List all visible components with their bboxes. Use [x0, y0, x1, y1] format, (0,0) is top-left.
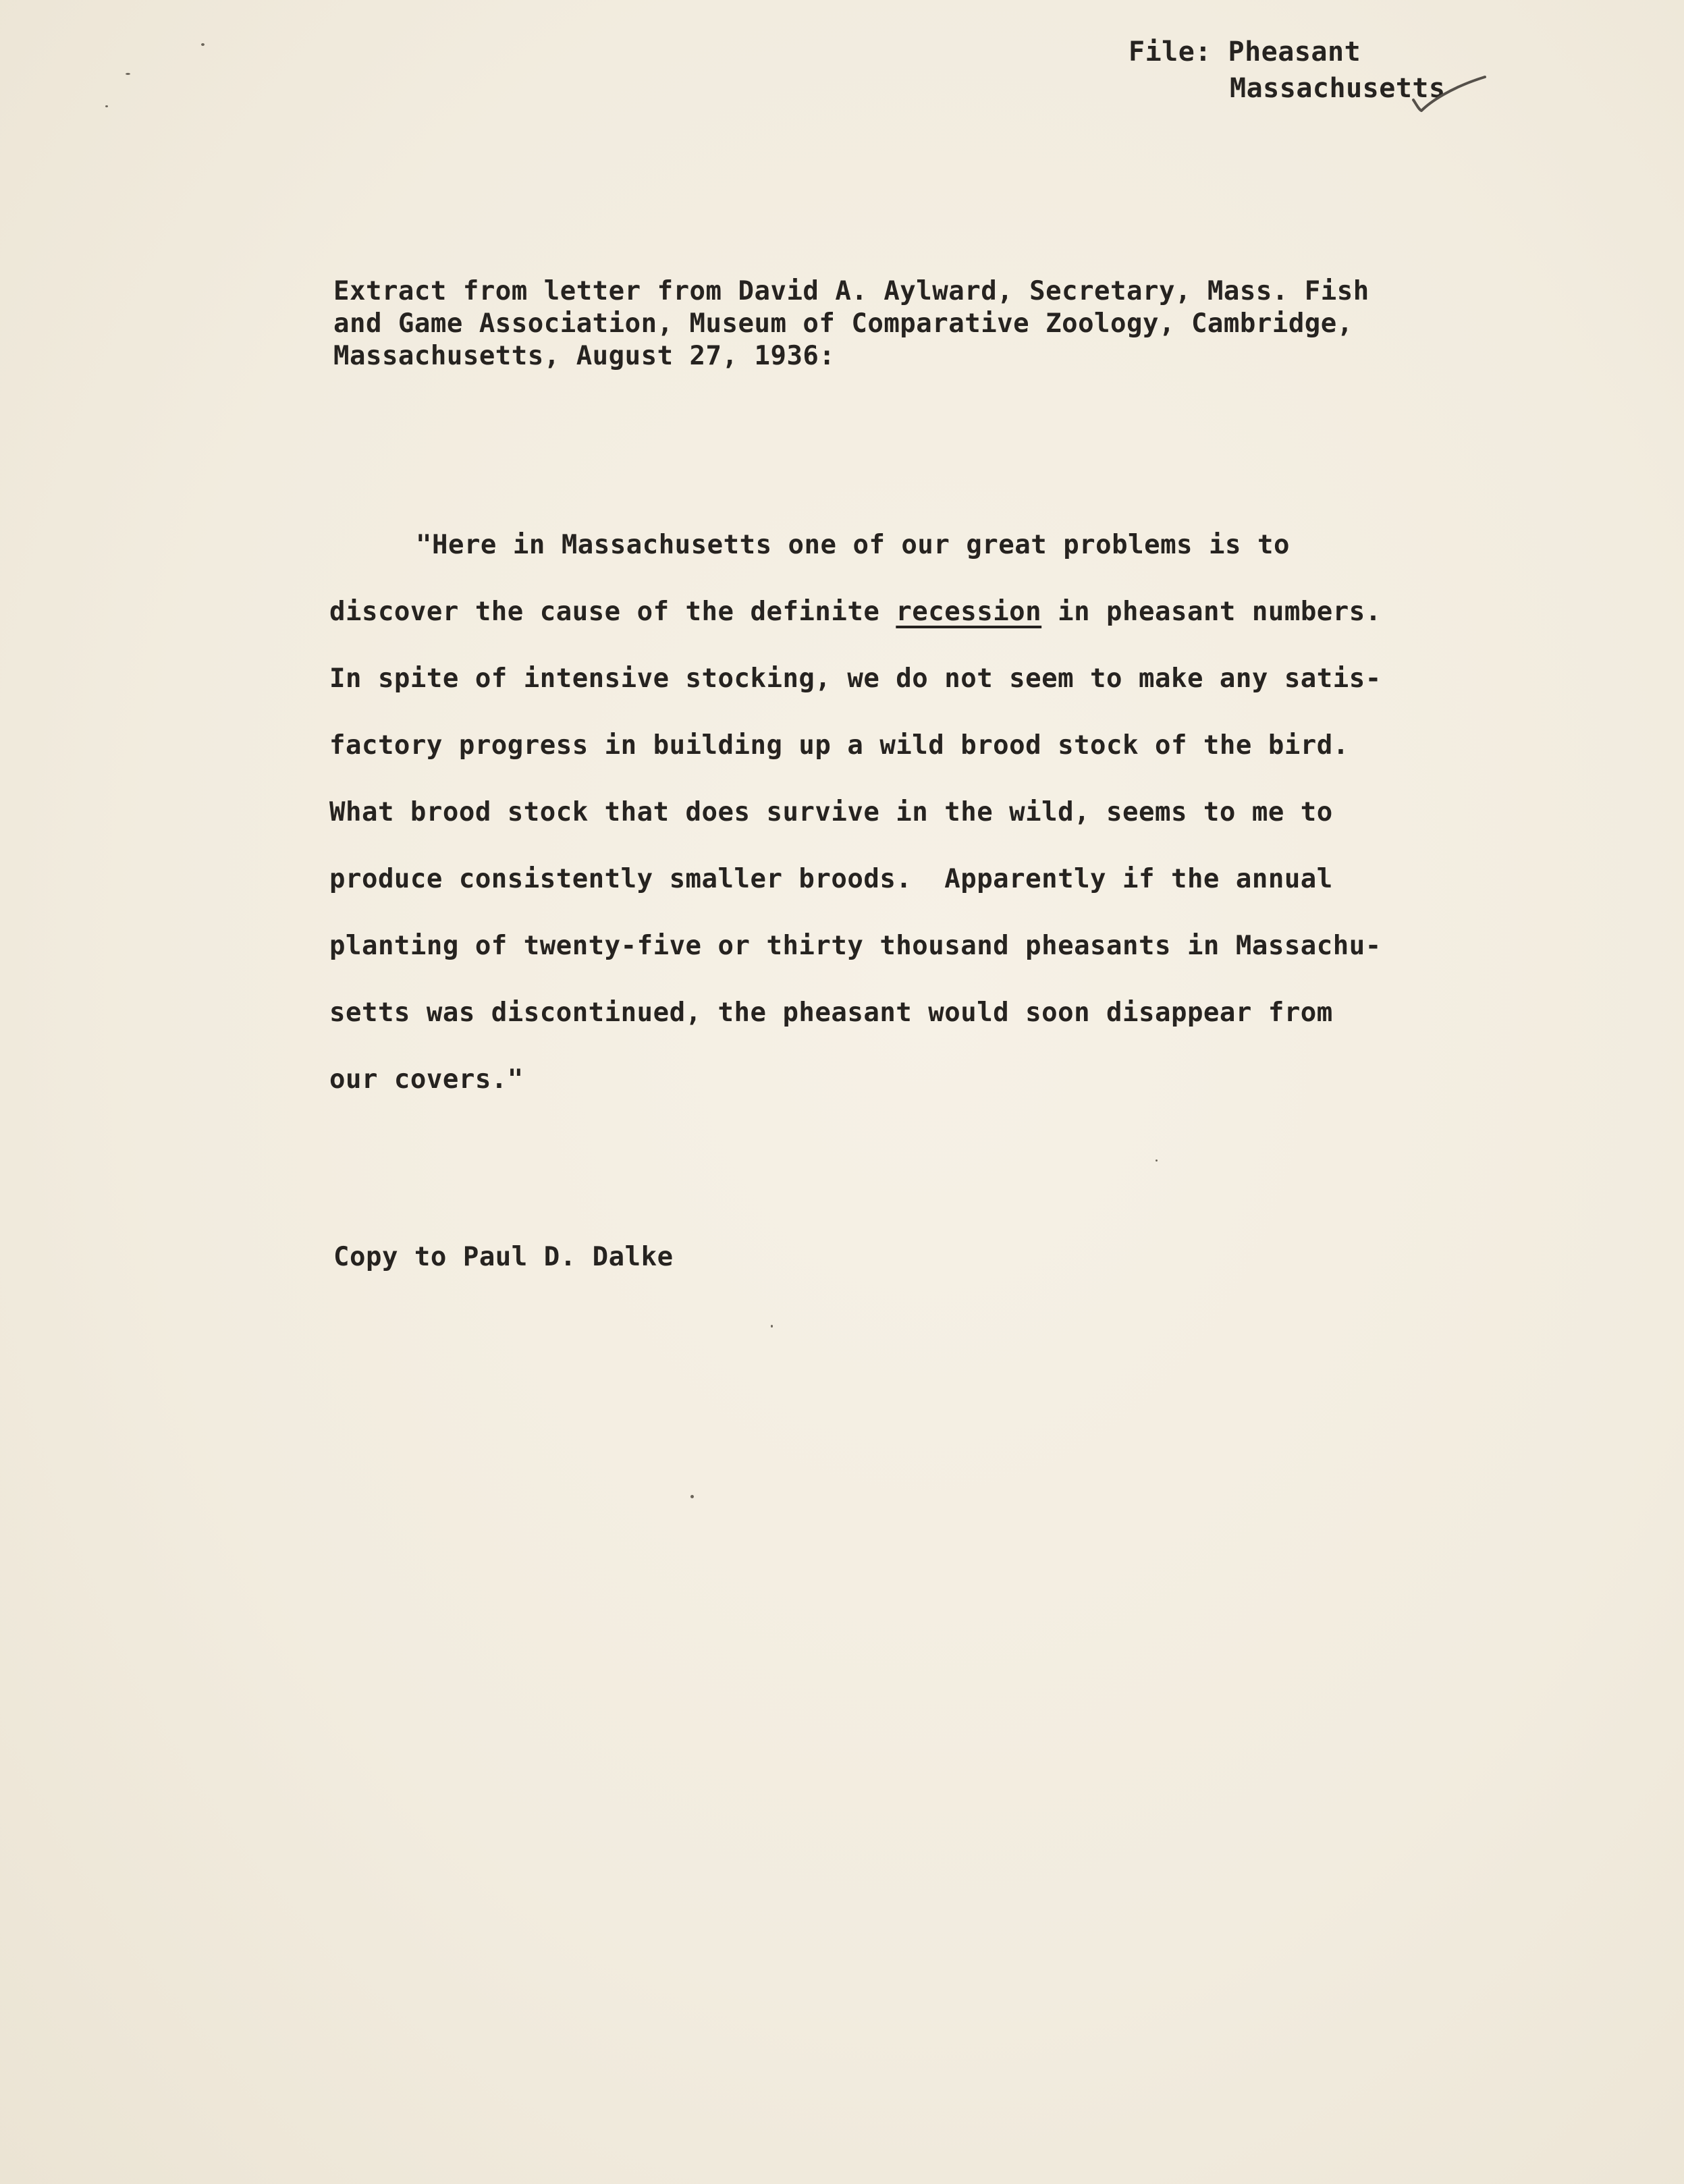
quote-line-4: factory progress in building up a wild brood stock of the bird.: [329, 730, 1349, 761]
paper-speck: [1156, 1159, 1158, 1162]
file-label-line-2: Massachusetts: [1230, 73, 1446, 104]
heading-line-3: Massachusetts, August 27, 1936:: [333, 341, 836, 371]
file-label-line-1: File: Pheasant: [1129, 36, 1361, 67]
paper-speck: [201, 43, 205, 46]
quote-line-2-start: discover the cause of the definite: [329, 597, 896, 627]
quote-line-6: produce consistently smaller broods. Apparently if the annual: [329, 864, 1333, 894]
quote-line-1: "Here in Massachusetts one of our great problems is to: [416, 530, 1290, 560]
quoted-letter-body: [329, 512, 1382, 1113]
paper-speck: [105, 105, 108, 107]
quote-line-5: What brood stock that does survive in the wild, seems to me to: [329, 797, 1333, 827]
quote-line-2-end: in pheasant numbers.: [1041, 597, 1382, 627]
quote-line-3: In spite of intensive stocking, we do not seem to make any satis-: [329, 663, 1382, 694]
file-label: [1129, 34, 1446, 107]
letter-extract-heading: [333, 275, 1369, 373]
quote-line-8: setts was discontinued, the pheasant would soon disappear from: [329, 998, 1333, 1028]
copy-to-line: Copy to Paul D. Dalke: [333, 1242, 674, 1272]
handwritten-check-mark-icon: [1409, 73, 1490, 113]
quote-line-7: planting of twenty-five or thirty thousand pheasants in Massachu-: [329, 931, 1382, 961]
paper-speck: [771, 1325, 773, 1328]
paper-speck: [126, 73, 130, 75]
paper-speck: [690, 1495, 694, 1498]
quote-line-2: [329, 578, 1382, 645]
heading-line-1: Extract from letter from David A. Aylward, Secretary, Mass. Fish: [333, 276, 1369, 306]
quote-line-9: our covers.": [329, 1064, 524, 1095]
underlined-word-recession: recession: [896, 597, 1042, 627]
heading-line-2: and Game Association, Museum of Comparative Zoology, Cambridge,: [333, 308, 1353, 339]
